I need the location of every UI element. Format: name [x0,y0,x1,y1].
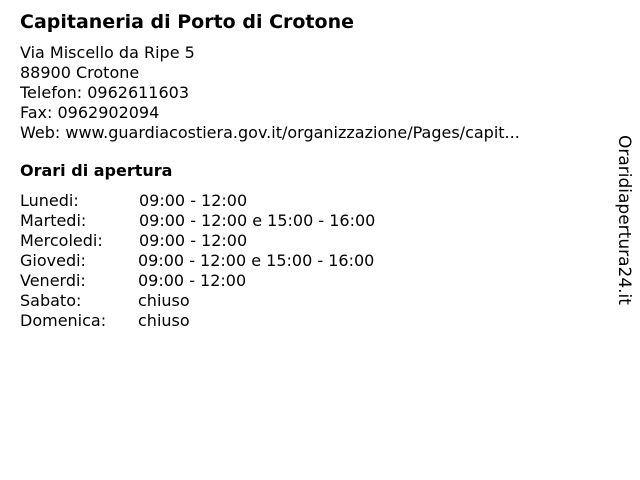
time-value: 09:00 - 12:00 [139,191,248,210]
day-label: Sabato: [20,291,82,310]
day-label: Giovedi: [20,251,86,270]
hours-row-mercoledi [20,231,600,251]
hours-row-giovedi [20,251,600,271]
day-label: Lunedi: [20,191,79,210]
time-value: 09:00 - 12:00 e 15:00 - 16:00 [139,211,376,230]
fax-line: Fax: 0962902094 [20,103,160,122]
time-value: chiuso [138,311,190,330]
hours-row-venerdi [20,271,600,291]
site-watermark: Oraridiapertura24.it [614,135,634,305]
hours-row-martedi [20,211,600,231]
hours-heading: Orari di apertura [20,161,173,180]
time-value: 09:00 - 12:00 e 15:00 - 16:00 [138,251,375,270]
day-label: Domenica: [20,311,107,330]
hours-row-sabato [20,291,600,311]
time-value: 09:00 - 12:00 [138,271,247,290]
hours-row-lunedi [20,191,600,211]
time-value: 09:00 - 12:00 [139,231,248,250]
hours-table [20,191,600,331]
phone-line: Telefon: 0962611603 [20,83,190,102]
street-address: Via Miscello da Ripe 5 [20,43,195,62]
business-card [20,10,600,331]
business-title: Capitaneria di Porto di Crotone [20,11,354,33]
time-value: chiuso [138,291,190,310]
hours-row-domenica [20,311,600,331]
city-line: 88900 Crotone [20,63,140,82]
contact-info [20,43,600,143]
day-label: Martedi: [20,211,87,230]
web-line[interactable]: Web: www.guardiacostiera.gov.it/organizzazione/Pages/capit... [20,123,520,142]
day-label: Venerdi: [20,271,86,290]
day-label: Mercoledi: [20,231,103,250]
